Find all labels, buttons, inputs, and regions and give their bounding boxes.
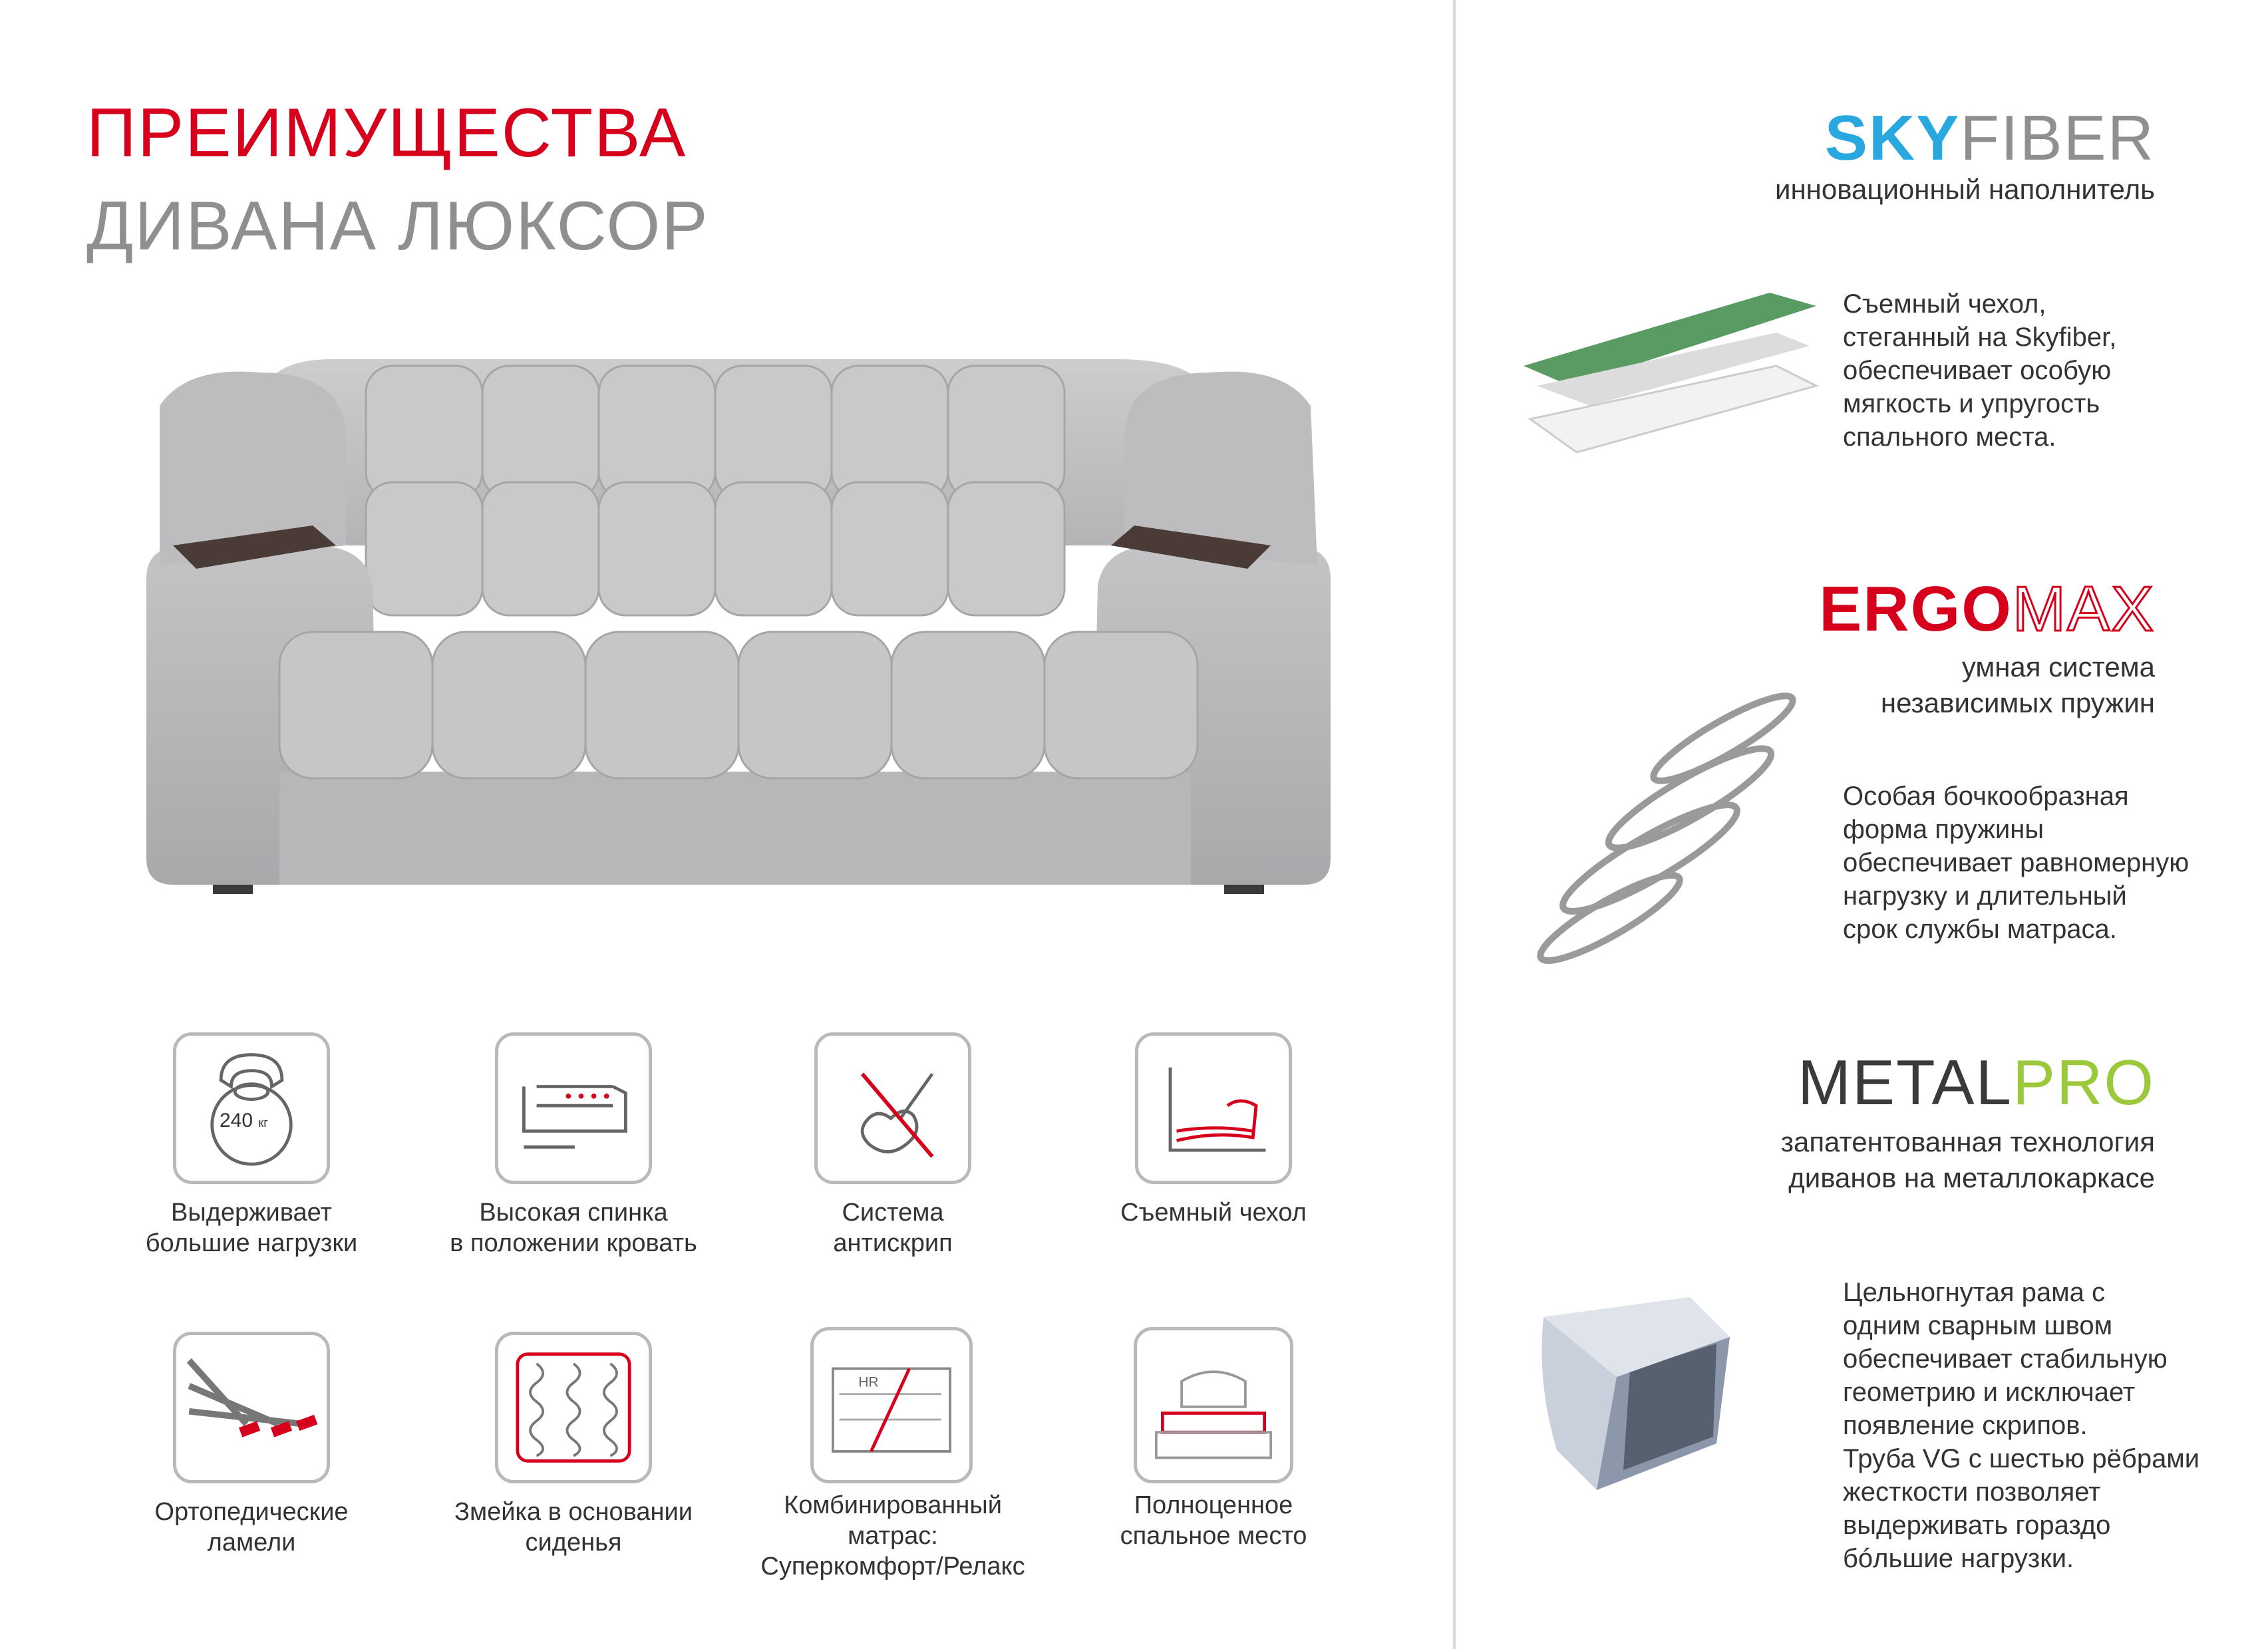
feature-caption-8: [1057, 1490, 1370, 1551]
logo-part: ERGO: [1819, 573, 2013, 645]
desc-line: выдерживать гораздо: [1843, 1511, 2111, 1540]
column-divider: [1453, 0, 1456, 1649]
combined-mattress-icon: [810, 1327, 973, 1483]
caption-line: сиденья: [525, 1529, 622, 1557]
feature-caption-6: [417, 1497, 730, 1558]
desc-line: обеспечивает стабильную: [1843, 1344, 2168, 1374]
caption-line: Комбинированный матрас:: [784, 1491, 1002, 1550]
logo-part: PRO: [2012, 1047, 2155, 1118]
desc-line: бóльшие нагрузки.: [1843, 1544, 2074, 1573]
removable-cover-icon: [1135, 1032, 1292, 1184]
caption-line: Суперкомфорт/Релакс: [760, 1553, 1025, 1580]
weight-unit: кг: [258, 1116, 268, 1129]
subtitle-line: независимых пружин: [1880, 687, 2155, 718]
ergomax-logo: [1819, 573, 2155, 645]
desc-line: обеспечивает особую: [1843, 356, 2112, 385]
desc-line: стеганный на Skyfiber,: [1843, 323, 2117, 352]
desc-line: форма пружины: [1843, 815, 2044, 844]
caption-line: Ортопедические: [154, 1498, 349, 1526]
skyfiber-description: [1843, 287, 2116, 454]
ergomax-description: [1843, 780, 2189, 946]
logo-part: FIBER: [1960, 102, 2155, 174]
feature-caption-1: [95, 1197, 408, 1259]
logo-part: METAL: [1798, 1047, 2013, 1118]
caption-line: Полноценное: [1134, 1491, 1293, 1519]
caption-line: Система: [842, 1199, 944, 1227]
metalpro-subtitle: [1781, 1124, 2155, 1196]
caption-line: Змейка в основании: [454, 1498, 693, 1526]
no-squeak-violin-icon: [814, 1032, 971, 1184]
feature-caption-4: [1057, 1197, 1370, 1228]
desc-line: появление скрипов.: [1843, 1411, 2088, 1440]
desc-line: геометрию и исключает: [1843, 1378, 2136, 1407]
caption-line: спальное место: [1120, 1522, 1307, 1550]
sofa-bed-icon: [495, 1032, 652, 1184]
desc-line: спального места.: [1843, 422, 2056, 452]
caption-line: в положении кровать: [450, 1229, 697, 1257]
desc-line: обеспечивает равномерную: [1843, 848, 2189, 877]
caption-line: большие нагрузки: [145, 1229, 358, 1257]
subtitle-line: умная система: [1961, 651, 2155, 682]
desc-line: Труба VG с шестью рёбрами: [1843, 1444, 2200, 1473]
full-bed-icon: [1134, 1327, 1293, 1483]
logo-part: SKY: [1824, 102, 1961, 174]
zigzag-spring-icon: [495, 1332, 652, 1483]
desc-line: нагрузку и длительный: [1843, 881, 2127, 911]
metalpro-logo: [1798, 1047, 2155, 1118]
kettlebell-icon: [173, 1032, 330, 1184]
feature-caption-5: [95, 1497, 408, 1558]
skyfiber-subtitle: инновационный наполнитель: [1775, 174, 2155, 205]
feature-caption-3: [736, 1197, 1049, 1259]
page-subtitle: ДИВАНА ЛЮКСОР: [86, 188, 709, 265]
hr-badge: HR: [858, 1374, 879, 1390]
subtitle-line: диванов на металлокаркасе: [1788, 1162, 2155, 1193]
feature-caption-2: [417, 1197, 730, 1259]
feature-caption-7: [736, 1490, 1049, 1582]
logo-part: MAX: [2012, 573, 2155, 645]
desc-line: жесткости позволяет: [1843, 1477, 2101, 1507]
skyfiber-layers-image: [1510, 293, 1830, 519]
caption-line: антискрип: [833, 1229, 953, 1257]
ergomax-subtitle: [1881, 649, 2155, 721]
skyfiber-logo: [1824, 102, 2155, 174]
weight-value: 240: [220, 1110, 253, 1131]
desc-line: срок службы матраса.: [1843, 915, 2117, 944]
subtitle-line: запатентованная технология: [1780, 1126, 2155, 1157]
desc-line: одним сварным швом: [1843, 1311, 2113, 1340]
slats-icon: [173, 1332, 330, 1483]
page-title: ПРЕИМУЩЕСТВА: [86, 94, 687, 172]
sofa-image: [146, 346, 1331, 898]
spring-image: [1524, 685, 1803, 984]
desc-line: Съемный чехол,: [1843, 289, 2046, 319]
caption-line: Высокая спинка: [479, 1199, 668, 1227]
caption-line: ламели: [207, 1529, 296, 1557]
desc-line: мягкость и упругость: [1843, 389, 2100, 418]
desc-line: Цельногнутая рама с: [1843, 1278, 2105, 1307]
caption-line: Съемный чехол: [1120, 1199, 1307, 1227]
weight-label: [220, 1110, 268, 1132]
metalpro-description: [1843, 1276, 2199, 1575]
metal-tube-image: [1517, 1277, 1770, 1517]
caption-line: Выдерживает: [171, 1199, 332, 1227]
desc-line: Особая бочкообразная: [1843, 782, 2129, 811]
